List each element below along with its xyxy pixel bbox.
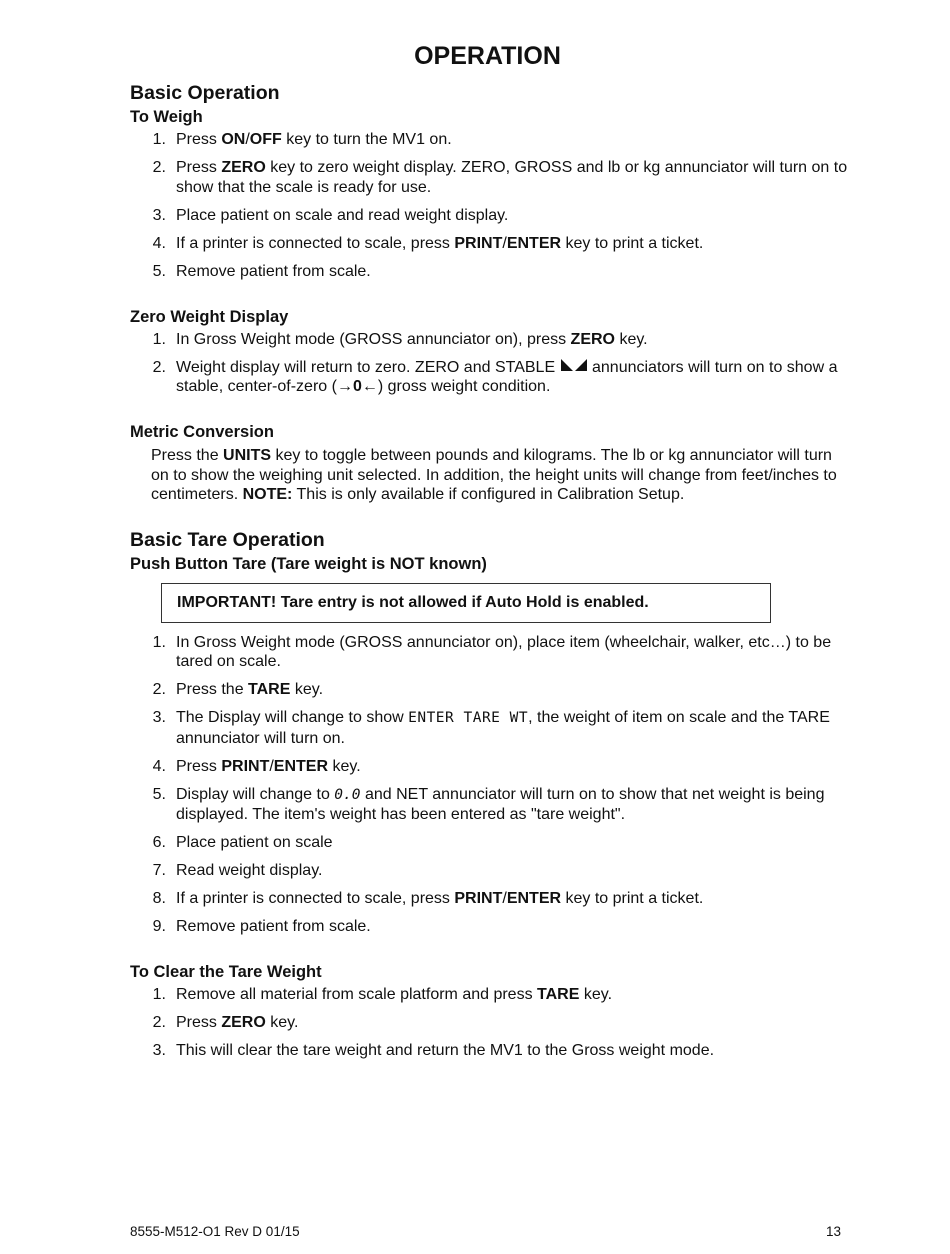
display-readout: ENTER TARE WT [408, 710, 529, 727]
list-item [130, 330, 850, 350]
key-name: ZERO [221, 1014, 266, 1032]
item-number: 2. [152, 159, 166, 176]
key-name: UNITS [223, 447, 272, 465]
item-text: The Display will change to show ENTER TARE WT, the weight of item on scale and the TARE annunciator will turn on. [176, 709, 830, 747]
subheading-metric-conversion: Metric Conversion [130, 423, 274, 442]
key-name: TARE [537, 986, 580, 1004]
important-notice: IMPORTANT! Tare entry is not allowed if Auto Hold is enabled. [161, 583, 771, 623]
item-number: 4. [152, 234, 166, 252]
list-item [130, 206, 850, 226]
item-number: 1. [152, 330, 166, 348]
item-number: 7. [152, 862, 166, 880]
section-heading-basic-tare-operation: Basic Tare Operation [130, 528, 325, 551]
list-item [130, 358, 850, 397]
subheading-push-button-tare: Push Button Tare (Tare weight is NOT known) [130, 554, 487, 573]
key-name: ON [221, 131, 246, 148]
list-item [130, 708, 850, 748]
subheading-clear-tare: To Clear the Tare Weight [130, 963, 322, 982]
item-number: 6. [152, 834, 166, 852]
key-name: TARE [248, 681, 291, 699]
list-item [130, 1013, 850, 1033]
item-text: Press ZERO key to zero weight display. ZERO, GROSS and lb or kg annunciator will turn on to show that the scale is ready for use. [176, 159, 848, 196]
list-item [130, 262, 850, 282]
item-number: 9. [152, 918, 166, 936]
list-item [130, 889, 850, 909]
item-number: 5. [152, 785, 166, 803]
to-weigh-list [130, 130, 850, 281]
item-number: 3. [152, 1042, 166, 1060]
clear-tare-list [130, 985, 850, 1061]
push-tare-list [130, 633, 850, 937]
item-text: Place patient on scale and read weight display. [176, 206, 509, 224]
metric-paragraph: Press the UNITS key to toggle between pounds and kilograms. The lb or kg annunciator will turn on to show the weighing unit selected. In addition, the height units will change from feet/inches to centimeters. NOTE: This is only available if configured in Calibration Setup. [151, 447, 837, 504]
item-number: 3. [152, 206, 166, 224]
key-name: ZERO [570, 330, 615, 348]
list-item [130, 917, 850, 937]
key-name: ENTER [506, 234, 562, 252]
zero-list [130, 330, 850, 397]
item-text: Remove all material from scale platform and press TARE key. [176, 986, 613, 1004]
item-text: Press ZERO key. [176, 1014, 299, 1032]
item-number: 1. [152, 633, 166, 651]
item-text: If a printer is connected to scale, press PRINT/ENTER key to print a ticket. [176, 234, 704, 252]
list-item [130, 833, 850, 853]
list-item [130, 633, 850, 672]
item-text: In Gross Weight mode (GROSS annunciator on), place item (wheelchair, walker, etc…) to be tared on scale. [176, 633, 832, 671]
item-text: This will clear the tare weight and return the MV1 to the Gross weight mode. [176, 1042, 715, 1060]
key-name: ENTER [273, 757, 329, 775]
item-number: 4. [152, 757, 166, 775]
key-name: OFF [249, 131, 282, 148]
list-item [130, 861, 850, 881]
list-item [130, 985, 850, 1005]
footer-document-id: 8555-M512-O1 Rev D 01/15 [130, 1224, 300, 1239]
item-text: Press ON/OFF key to turn the MV1 on. [176, 131, 452, 148]
list-item [130, 158, 850, 197]
item-number: 1. [152, 131, 166, 148]
item-text: Weight display will return to zero. ZERO and STABLE annunciators will turn on to show a stable, center-of-zero (→0←) gross weight condition. [176, 358, 838, 396]
item-text: In Gross Weight mode (GROSS annunciator on), press ZERO key. [176, 330, 648, 348]
note-label: NOTE: [242, 486, 293, 504]
section-heading-basic-operation: Basic Operation [130, 82, 280, 104]
subheading-to-weigh: To Weigh [130, 108, 203, 126]
key-name: PRINT [454, 890, 503, 908]
stable-annunciator-icon [560, 358, 588, 378]
item-number: 1. [152, 986, 166, 1004]
key-name: PRINT [221, 757, 270, 775]
item-number: 8. [152, 890, 166, 908]
item-number: 5. [152, 262, 166, 280]
footer-page-number: 13 [826, 1224, 842, 1239]
list-item [130, 130, 850, 150]
item-text: If a printer is connected to scale, press PRINT/ENTER key to print a ticket. [176, 890, 704, 908]
item-number: 2. [152, 358, 166, 376]
key-name: PRINT [454, 234, 503, 252]
item-text: Press PRINT/ENTER key. [176, 757, 361, 775]
display-readout: 0.0 [334, 786, 361, 803]
item-number: 3. [152, 709, 166, 727]
key-name: ZERO [221, 159, 266, 176]
list-item [130, 680, 850, 700]
key-name: ENTER [506, 890, 562, 908]
item-number: 2. [152, 681, 166, 699]
item-number: 2. [152, 1014, 166, 1032]
item-text: Display will change to 0.0 and NET annunciator will turn on to show that net weight is being displayed. The item's weight has been entered as "tare weight". [176, 785, 825, 824]
list-item [130, 1041, 850, 1061]
page-title: OPERATION [414, 42, 561, 70]
list-item [130, 234, 850, 254]
item-text: Press the TARE key. [176, 681, 324, 699]
page-content [130, 80, 850, 1069]
item-text: Read weight display. [176, 862, 323, 880]
list-item [130, 757, 850, 777]
center-of-zero-symbol: →0← [336, 378, 378, 396]
item-text: Remove patient from scale. [176, 918, 371, 936]
subheading-zero-weight-display: Zero Weight Display [130, 307, 289, 326]
list-item [130, 785, 850, 825]
item-text: Remove patient from scale. [176, 262, 371, 280]
item-text: Place patient on scale [176, 834, 333, 852]
